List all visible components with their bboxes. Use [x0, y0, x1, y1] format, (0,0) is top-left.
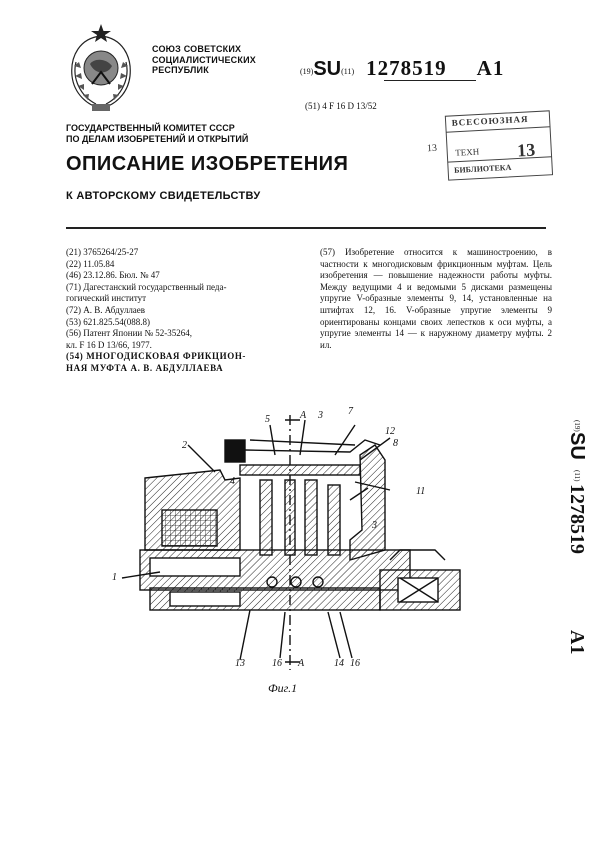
vertical-kind: A1	[566, 630, 588, 655]
ussr-emblem-icon	[62, 22, 140, 114]
biblio-line: (22) 11.05.84	[66, 258, 115, 269]
library-stamp	[423, 109, 554, 186]
org-name	[152, 44, 256, 76]
label-16b: 16	[350, 658, 360, 669]
ipc-class: (51) 4 F 16 D 13/52	[305, 101, 377, 111]
org-line-3: РЕСПУБЛИК	[152, 65, 209, 75]
label-A-top: А	[300, 410, 307, 421]
vertical-code-19: (19)	[573, 420, 581, 432]
country-code: SU	[313, 58, 342, 80]
patent-number-block	[300, 56, 504, 81]
label-3: 3	[372, 520, 377, 531]
biblio-line: (72) А. В. Абдуллаев	[66, 304, 146, 315]
code-19: (19)	[300, 66, 314, 76]
patent-kind: A1	[476, 56, 505, 80]
biblio-line: (54) МНОГОДИСКОВАЯ ФРИКЦИОН-	[66, 351, 247, 362]
biblio-line: (71) Дагестанский государственный педа-	[66, 281, 227, 292]
biblio-line: кл. F 16 D 13/66, 1977.	[66, 339, 152, 350]
biblio-line: (21) 3765264/25-27	[66, 247, 139, 257]
committee-line-2: ПО ДЕЛАМ ИЗОБРЕТЕНИЙ И ОТКРЫТИЙ	[66, 134, 249, 144]
label-5: 5	[265, 414, 270, 425]
vertical-code-11: (11)	[573, 470, 581, 482]
label-A-bottom: А	[298, 658, 305, 669]
stamp-line-2: 13	[426, 142, 438, 155]
vertical-patent-number	[565, 420, 605, 680]
divider	[66, 227, 546, 229]
patent-number: 1278519	[366, 56, 447, 80]
committee-name	[66, 123, 248, 145]
biblio-line: (53) 621.825.54(088.8)	[66, 316, 150, 327]
label-14: 14	[334, 658, 344, 669]
stamp-number: 13	[516, 139, 536, 161]
label-2: 2	[182, 440, 187, 451]
document-title: ОПИСАНИЕ ИЗОБРЕТЕНИЯ	[66, 153, 349, 175]
org-line-1: СОЮЗ СОВЕТСКИХ	[152, 44, 242, 54]
figure-caption: Фиг.1	[268, 681, 298, 695]
label-1: 1	[112, 572, 117, 583]
label-13: 13	[235, 658, 245, 669]
org-line-2: СОЦИАЛИСТИЧЕСКИХ	[152, 54, 256, 65]
vertical-number: 1278519	[566, 484, 588, 554]
biblio-line: НАЯ МУФТА А. В. АБДУЛЛАЕВА	[66, 362, 224, 373]
label-7: 7	[348, 406, 353, 417]
stamp-line-1: ВСЕСОЮЗНАЯ	[451, 113, 529, 128]
biblio-line: (56) Патент Японии № 52-35264,	[66, 328, 193, 339]
abstract-text: (57) Изобретение относится к машиностроению, в частности к многодисковым фрикционным муфтам. Цель изобретения — повышение надежности работы муфты. Между ведущими 4 и ведомыми 5 дисками размещены упругие V-образные элементы 9, 14, установленные на штифтах 12, 16. V-образные упругие элементы 9 ориентированы концами своих лепестков к оси муфты, а упругие элементы 14 — к наружному диаметру муфты. 2 ил.	[320, 247, 552, 350]
label-16: 16	[272, 658, 282, 669]
vertical-country: SU	[566, 432, 588, 460]
stamp-line-4: БИБЛИОТЕКА	[453, 162, 512, 175]
document-subtitle: К АВТОРСКОМУ СВИДЕТЕЛЬСТВУ	[66, 190, 261, 202]
label-3-top: 3	[318, 410, 323, 421]
code-11: (11)	[341, 66, 355, 76]
clutch-drawing	[100, 400, 480, 700]
biblio-line: гогический институт	[66, 293, 147, 304]
committee-line-1: ГОСУДАРСТВЕННЫЙ КОМИТЕТ СССР	[66, 123, 235, 133]
label-4: 4	[230, 476, 235, 487]
bibliographic-data	[66, 247, 288, 375]
label-8: 8	[393, 438, 398, 449]
label-11: 11	[416, 486, 426, 497]
biblio-line: (46) 23.12.86. Бюл. № 47	[66, 270, 160, 281]
label-12: 12	[385, 426, 395, 437]
stamp-line-3: ТЕХН	[454, 146, 480, 158]
